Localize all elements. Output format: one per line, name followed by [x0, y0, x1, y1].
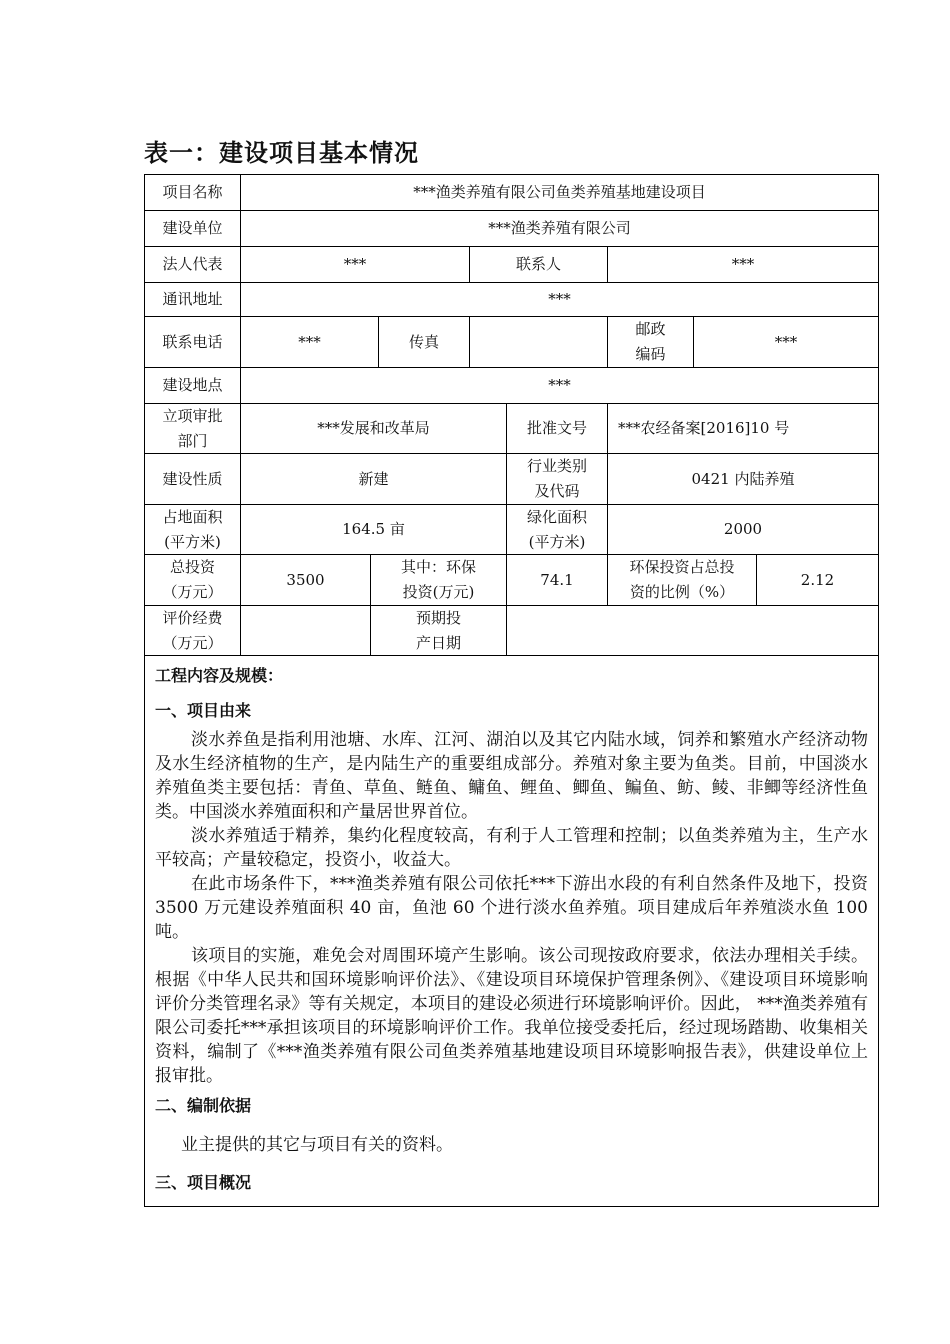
approval-dept-label-line2: 部门	[177, 431, 208, 450]
contact-value: ***	[607, 246, 879, 283]
contact-label: 联系人	[469, 246, 608, 283]
scale-heading: 工程内容及规模：	[155, 666, 284, 685]
address-value: ***	[240, 282, 879, 317]
industry-label-line2: 及代码	[534, 482, 580, 500]
location-value: ***	[240, 367, 879, 404]
prod-date-label	[370, 605, 507, 656]
env-ratio-label-line2: 资的比例（%）	[629, 583, 735, 601]
legal-rep-value: ***	[240, 246, 470, 283]
unit-value: ***渔类养殖有限公司	[240, 210, 879, 247]
eval-fee-label-line2: （万元）	[162, 633, 223, 652]
approval-dept-value: ***发展和改革局	[240, 403, 507, 454]
section-basis-heading: 二、编制依据	[155, 1096, 252, 1115]
phone-label: 联系电话	[144, 316, 241, 368]
area-label	[144, 504, 241, 555]
nature-label: 建设性质	[144, 453, 241, 505]
prod-date-value	[506, 605, 879, 656]
postcode-label	[607, 316, 694, 368]
origin-paragraph-3: 在此市场条件下，***渔类养殖有限公司依托***下游出水段的有利自然条件及地下，投资 3500 万元建设养殖面积 40 亩，鱼池 60 个进行淡水鱼养殖。项目建成后年养殖淡水鱼 100 吨。	[155, 874, 868, 942]
env-ratio-label	[607, 554, 757, 606]
origin-paragraph-1: 淡水养鱼是指利用池塘、水库、江河、湖泊以及其它内陆水域，饲养和繁殖水产经济动物及水生经济植物的生产，是内陆生产的重要组成部分。养殖对象主要为鱼类。目前，中国淡水养殖鱼类主要包括：青鱼、草鱼、鲢鱼、鳙鱼、鲤鱼、鲫鱼、鳊鱼、鲂、鲮、非鲫等经济性鱼类。中国淡水养殖面积和产量居世界首位。	[155, 730, 868, 822]
origin-paragraph-2: 淡水养殖适于精养，集约化程度较高，有利于人工管理和控制；以鱼类养殖为主，生产水平较高；产量较稳定，投资小，收益大。	[155, 826, 868, 870]
approval-doc-label: 批准文号	[506, 403, 608, 454]
env-invest-label-line1: 其中：环保	[400, 558, 476, 576]
approval-dept-label-line1: 立项审批	[162, 406, 223, 425]
green-label-line1: 绿化面积	[526, 507, 587, 526]
postcode-value: ***	[693, 316, 879, 368]
address-label: 通讯地址	[144, 282, 241, 317]
section-origin-heading: 一、项目由来	[155, 701, 252, 720]
unit-label: 建设单位	[144, 210, 241, 247]
postcode-label-line2: 编码	[635, 345, 666, 363]
green-value: 2000	[607, 504, 879, 555]
eval-fee-label-line1: 评价经费	[162, 608, 223, 627]
fax-value	[469, 316, 608, 368]
invest-label-line1: 总投资	[169, 558, 215, 576]
project-content-box	[144, 655, 879, 1207]
approval-doc-value: ***农经备案[2016]10 号	[607, 403, 879, 454]
industry-label	[506, 453, 608, 505]
invest-value: 3500	[240, 554, 371, 606]
invest-label-line2: （万元）	[162, 583, 223, 601]
eval-fee-value	[240, 605, 371, 656]
basis-paragraph: 业主提供的其它与项目有关的资料。	[181, 1135, 453, 1155]
legal-rep-label: 法人代表	[144, 246, 241, 283]
fax-label: 传真	[378, 316, 470, 368]
env-ratio-value: 2.12	[756, 554, 879, 606]
project-name-value: ***渔类养殖有限公司鱼类养殖基地建设项目	[240, 174, 879, 211]
approval-dept-label	[144, 403, 241, 454]
prod-date-label-line2: 产日期	[415, 633, 461, 652]
area-label-line1: 占地面积	[162, 507, 223, 526]
nature-value: 新建	[240, 453, 507, 505]
industry-value: 0421 内陆养殖	[607, 453, 879, 505]
env-invest-label	[370, 554, 507, 606]
prod-date-label-line1: 预期投	[415, 608, 461, 627]
origin-paragraph-4: 该项目的实施，难免会对周围环境产生影响。该公司现按政府要求，依法办理相关手续。根据《中华人民共和国环境影响评价法》、《建设项目环境保护管理条例》、《建设项目环境影响评价分类管理名录》等有关规定，本项目的建设必须进行环境影响评价。因此， ***渔类养殖有限公司委托***承担该项目的环境影响评价工作。我单位接受委托后，经过现场踏勘、收集相关资料，编制了《***渔类养殖有限公司鱼类养殖基地建设项目环境影响报告表》，供建设单位上报审批。	[155, 946, 868, 1086]
area-label-line2: (平方米)	[164, 532, 221, 551]
section-overview-heading: 三、项目概况	[155, 1173, 252, 1192]
invest-label	[144, 554, 241, 606]
basic-info-table	[144, 174, 879, 656]
project-name-label: 项目名称	[144, 174, 241, 211]
env-invest-value: 74.1	[506, 554, 608, 606]
postcode-label-line1: 邮政	[635, 320, 666, 338]
industry-label-line1: 行业类别	[526, 457, 587, 475]
eval-fee-label	[144, 605, 241, 656]
location-label: 建设地点	[144, 367, 241, 404]
green-label-line2: (平方米)	[528, 532, 586, 551]
area-value: 164.5 亩	[240, 504, 507, 555]
env-invest-label-line2: 投资(万元)	[402, 583, 475, 601]
phone-value: ***	[240, 316, 379, 368]
page-title: 表一：建设项目基本情况	[144, 139, 419, 167]
green-label	[506, 504, 608, 555]
env-ratio-label-line1: 环保投资占总投	[629, 558, 735, 576]
